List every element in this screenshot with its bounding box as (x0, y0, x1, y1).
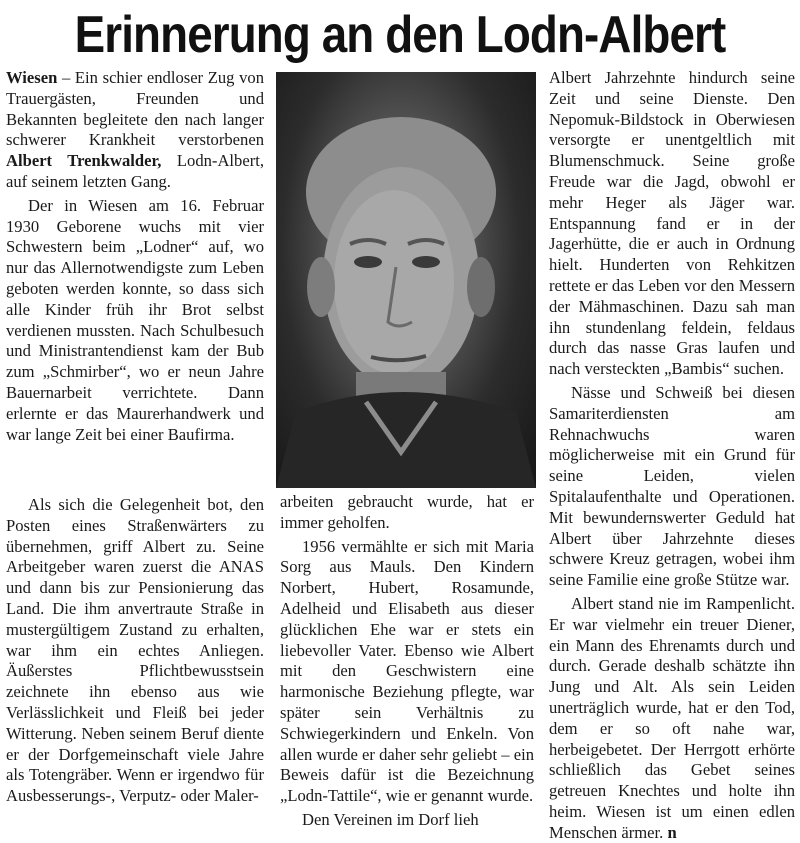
end-mark: n (667, 822, 677, 842)
paragraph-character (549, 594, 795, 843)
paragraph-illness: Nässe und Schweiß bei diesen Samariterdiensten am Rehnachwuchs waren möglicherweise mit ein Grund für seine Leiden, vielen Spitalaufenthalte und Operationen. Mit bewundernswerter Geduld hat Albert über Jahrzehnte dieses schwere Kreuz getragen, wobei ihm seine Familie eine große Stütze war. (549, 382, 795, 590)
deceased-name: Albert Trenkwalder, (6, 151, 162, 171)
paragraph-family: 1956 vermählte er sich mit Maria Sorg aus Mauls. Den Kindern Norbert, Hubert, Rosamunde, Adelheid und Elisabeth aus dieser glücklichen Ehe war er stets ein liebevoller Vater. Ebenso wie Albert mit den Geschwistern eine harmonische Beziehung pflegte, war später sein Verhältnis zu Schwiegerkindern und Enkeln. Von allen wurde er daher sehr geliebt – ein Beweis dafür ist die Bezeichnung „Lodn-Tattile“, wie er genannt wurde. (280, 536, 534, 806)
portrait-illustration (276, 72, 536, 488)
paragraph-career: Als sich die Gelegenheit bot, den Posten eines Straßenwärters zu übernehmen, griff Albert zu. Seine Arbeitgeber waren zuerst die ANAS und dann bis zur Pensionierung das Land. Die ihm anvertraute Straße in mustergültigem Zustand zu erhalten, war ihm ein echtes Anliegen. Äußerstes Pflichtbewusstsein zeichnete ihn ebenso aus wie Verlässlichkeit und Fleiß bei jeder Witterung. Neben seinem Beruf diente er der Dorfgemeinschaft viele Jahre als Totengräber. Wenn er irgendwo für Ausbesserungs-, Verputz- oder Maler- (6, 495, 264, 806)
lead-text-a: – Ein schier endloser Zug von Trauergästen, Freunden und Bekannten begleitete den nach langer schwerer Krankheit verstorbenen (6, 68, 264, 150)
column-1-lower (6, 492, 264, 807)
paragraph-career-cont: arbeiten gebraucht wurde, hat er immer geholfen. (280, 492, 534, 532)
paragraph-clubs: Den Vereinen im Dorf lieh (302, 809, 479, 829)
paragraph-early-life: Der in Wiesen am 16. Februar 1930 Geborene wuchs mit vier Schwestern beim „Lodner“ auf, wo nur das Allernotwendigste zum Leben geboten werden konnte, so dass sich alle Kinder früh ihr Brot selbst verdienen mussten. Nach Schulbesuch und Ministrantendienst kam der Bub zum „Schmirber“, wo er neun Jahre Bauernarbeit verrichtete. Dann erlernte er das Maurerhandwerk und war lange Zeit bei einer Baufirma. (6, 195, 264, 444)
headline: Erinnerung an den Lodn-Albert (74, 6, 726, 64)
paragraph-lead (6, 68, 264, 193)
paragraph-hobbies: Albert Jahrzehnte hindurch seine Zeit und seine Dienste. Den Nepomuk-Bildstock in Oberwiesen versorgte er unentgeltlich mit Blumenschmuck. Seine große Freude war die Jagd, obwohl er mehr Heger als Jäger war. Entspannung fand er in der Jagerhütte, die er auch in Ordnung hielt. Hunderten von Rehkitzen rettete er das Leben vor den Messern der Mähmaschinen. Dazu sah man ihn stundenlang feldein, feldaus durch das nasse Gras laufen und nach versteckten „Bambis“ suchen. (549, 68, 795, 379)
lead-text-b: Lodn-Albert, auf seinem letzten Gang. (6, 151, 264, 191)
portrait-photo (276, 72, 536, 488)
column-1-upper (6, 68, 264, 445)
dateline: Wiesen (6, 68, 58, 87)
column-2-lower (280, 492, 534, 831)
column-3 (549, 68, 795, 843)
closing-text: Albert stand nie im Rampenlicht. Er war vielmehr ein treuer Diener, ein Mann des Ehrenamts durch und durch. Gerade deshalb schätzte ihn Jung und Alt. Als sein Leiden unerträglich wurde, hat er den Tod, dem er so oft nahe war, herbeigebetet. Der Herrgott erhörte schließlich das Gebet seines getreuen Knechtes und holte ihn heim. Wiesen ist um einen edlen Menschen ärmer. (549, 593, 795, 842)
